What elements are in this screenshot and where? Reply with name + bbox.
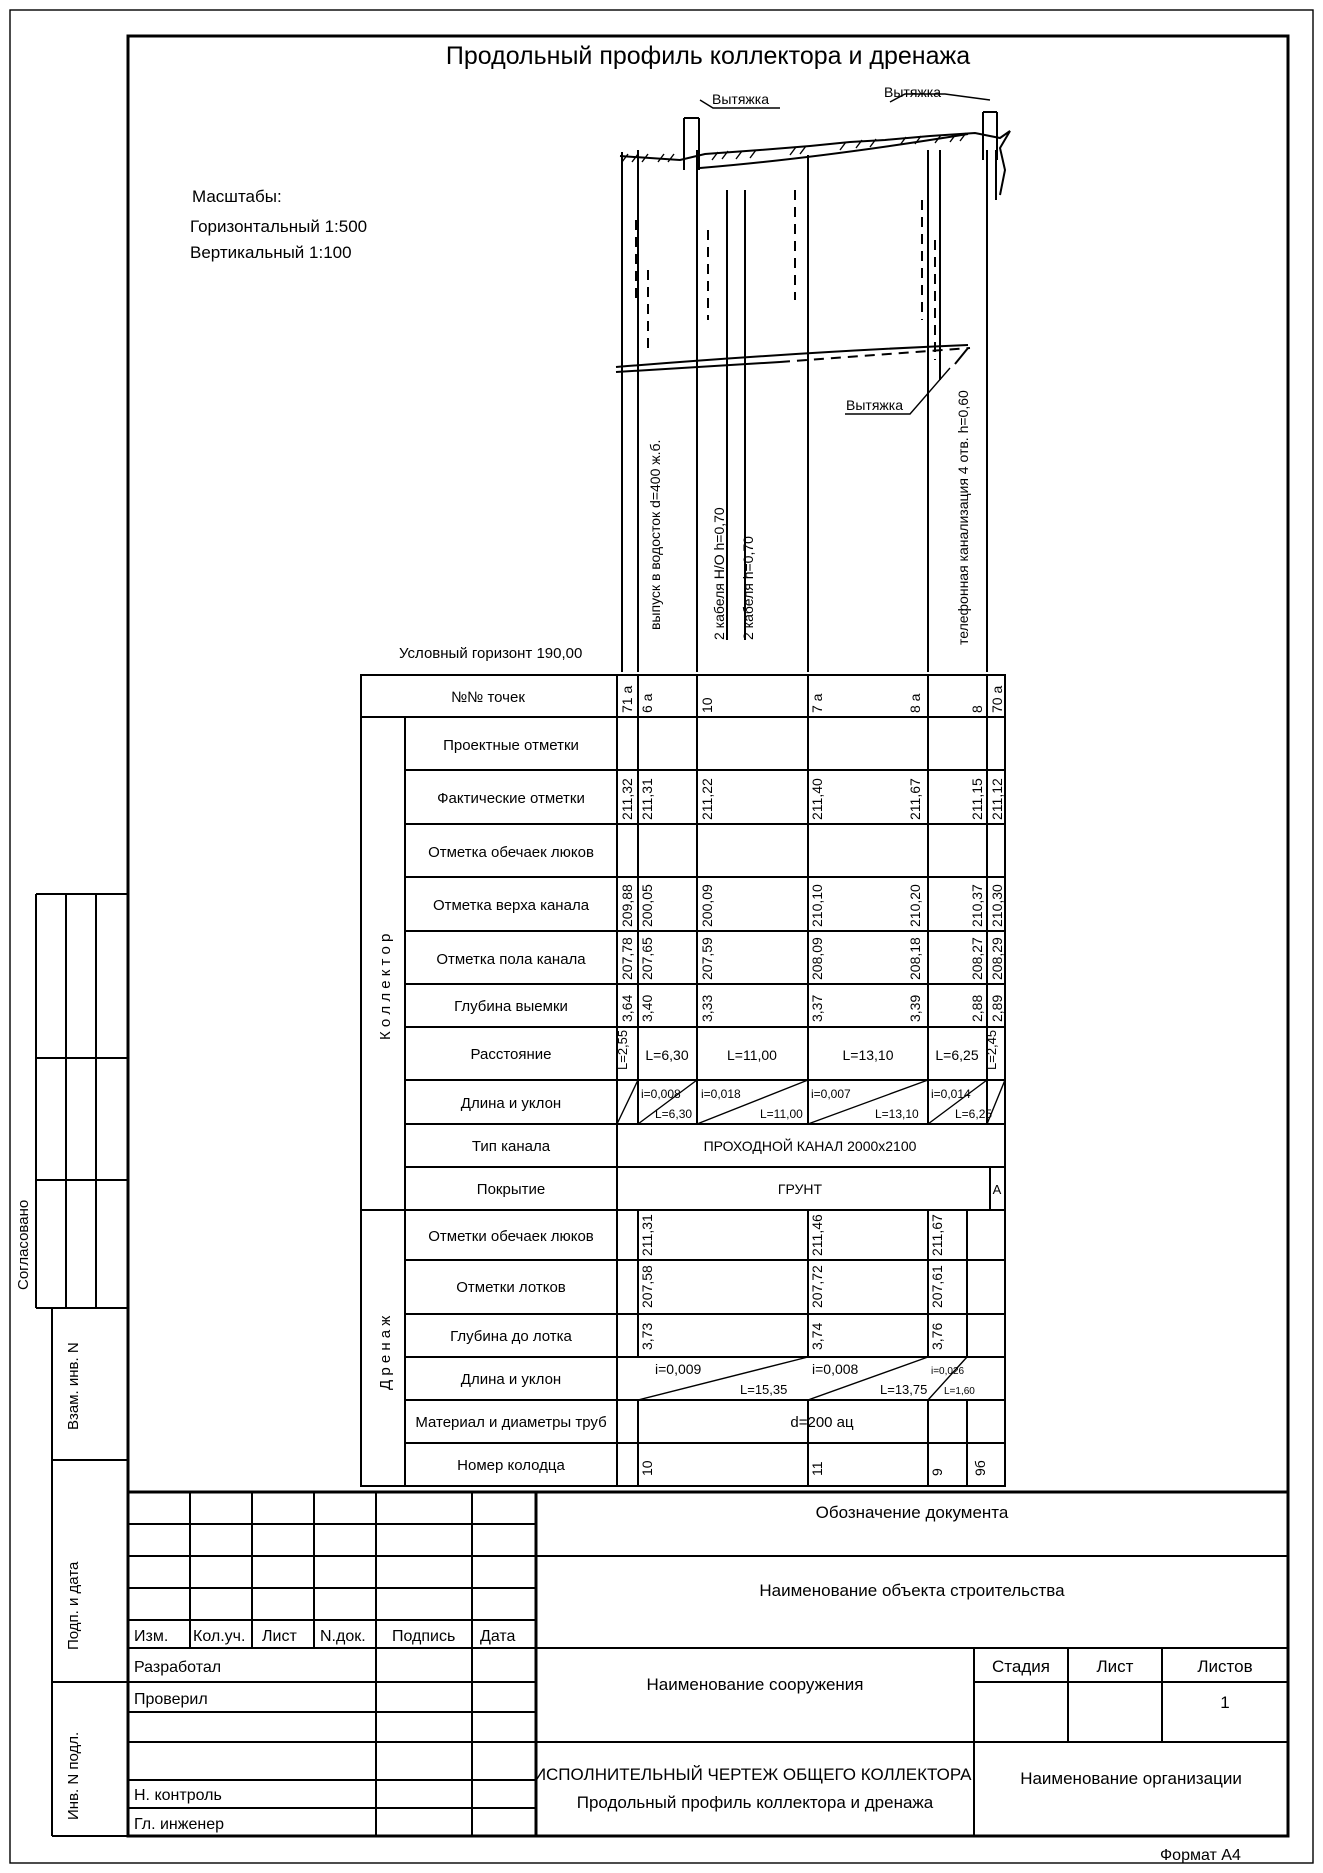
row-label-type: Тип канала	[471, 1138, 551, 1155]
well-number-value: 11	[809, 1461, 825, 1476]
row-label-points: №№ точек	[451, 689, 525, 706]
points-value: 8 а	[907, 693, 923, 713]
drain-depth-value: 3,74	[809, 1322, 825, 1350]
well-number-value: 9б	[972, 1460, 988, 1476]
object-name: Наименование объекта строительства	[759, 1581, 1065, 1600]
slope-l-value: L=6,30	[655, 1107, 693, 1121]
row-label-drain-material: Материал и диаметры труб	[415, 1414, 607, 1431]
drain-slope-l-value: L=13,75	[880, 1382, 928, 1397]
drain-slope-i-value: i=0,008	[812, 1361, 859, 1377]
distance-value: L=13,10	[842, 1047, 894, 1063]
sheets-label: Листов	[1197, 1657, 1253, 1676]
drawing-title-line-2: Продольный профиль коллектора и дренажа	[576, 1793, 934, 1812]
actual-value: 211,32	[619, 778, 635, 820]
drain-ring-value: 211,31	[639, 1214, 655, 1256]
points-value: 71 а	[619, 685, 635, 713]
depth-value: 3,33	[699, 994, 715, 1022]
drain-depth-value: 3,73	[639, 1322, 655, 1350]
drain-slope-i-value: i=0,009	[655, 1361, 702, 1377]
actual-value: 211,67	[907, 778, 923, 820]
callout-telephone: телефонная канализация 4 отв. h=0,60	[955, 390, 971, 645]
end-bracket	[955, 348, 968, 364]
depth-value: 2,89	[989, 994, 1005, 1022]
points-value: 7 а	[809, 693, 825, 713]
floor-value: 208,09	[809, 937, 825, 980]
row-label-slope: Длина и уклон	[460, 1095, 562, 1112]
row-label-floor: Отметка пола канала	[436, 951, 586, 968]
distance-value: L=2,45	[984, 1029, 999, 1070]
actual-value: 211,31	[639, 778, 655, 820]
floor-value: 207,78	[619, 937, 635, 980]
top-value: 210,20	[907, 884, 923, 927]
points-value: 8	[969, 705, 985, 713]
row-label-top: Отметка верха канала	[432, 897, 590, 914]
floor-value: 208,29	[989, 937, 1005, 980]
sheets-value: 1	[1220, 1693, 1230, 1712]
stamp-swap-inv: Взам. инв. N	[65, 1342, 82, 1430]
row-label-drain-rings: Отметки обечаек люков	[428, 1228, 594, 1245]
row-label-cover: Покрытие	[476, 1181, 546, 1198]
floor-value: 208,27	[969, 937, 985, 980]
drain-tray-value: 207,61	[929, 1265, 945, 1308]
distance-value: L=2,55	[615, 1029, 630, 1070]
channel-bottom-line	[616, 345, 968, 367]
callout-cables-no: 2 кабеля Н/О h=0,70	[711, 507, 727, 640]
role-norm-control: Н. контроль	[134, 1787, 222, 1804]
drain-slope-l-value: L=1,60	[944, 1386, 975, 1397]
vent-label-2: Вытяжка	[884, 84, 941, 100]
doc-designation: Обозначение документа	[815, 1503, 1009, 1522]
top-value: 210,37	[969, 884, 985, 927]
vent-label-3: Вытяжка	[846, 397, 903, 413]
floor-value: 207,59	[699, 937, 715, 980]
row-label-drain-slope: Длина и уклон	[460, 1371, 562, 1388]
points-value: 70 а	[989, 685, 1005, 713]
drain-tray-value: 207,58	[639, 1265, 655, 1308]
col-kol: Кол.уч.	[193, 1628, 246, 1645]
drain-slope-i-value: i=0,026	[931, 1366, 965, 1377]
depth-value: 2,88	[969, 994, 985, 1022]
cover-extra-value: А	[992, 1182, 1002, 1197]
format-label: Формат А4	[1160, 1847, 1241, 1864]
actual-value: 211,40	[809, 778, 825, 820]
row-label-design: Проектные отметки	[443, 737, 579, 754]
col-sign: Подпись	[392, 1628, 456, 1645]
section-dashes	[636, 190, 935, 360]
slope-i-value: i=0,018	[701, 1087, 741, 1101]
cover-value: ГРУНТ	[777, 1181, 823, 1197]
slope-i-value: i=0,007	[811, 1087, 851, 1101]
sheet-label: Лист	[1096, 1657, 1134, 1676]
drain-tray-value: 207,72	[809, 1265, 825, 1308]
floor-value: 208,18	[907, 937, 923, 980]
side-stamp-lines	[36, 894, 128, 1836]
slope-i-value: i=0,008	[641, 1087, 681, 1101]
col-izm: Изм.	[134, 1628, 169, 1645]
scale-vertical: Вертикальный 1:100	[190, 243, 352, 262]
depth-value: 3,40	[639, 994, 655, 1022]
side-stamp	[15, 894, 128, 1836]
row-label-rings: Отметка обечаек люков	[428, 844, 594, 861]
slope-l-value: L=11,00	[760, 1107, 803, 1121]
top-value: 210,30	[989, 884, 1005, 927]
section-lines	[622, 150, 996, 672]
drawing-title-line-1: ИСПОЛНИТЕЛЬНЫЙ ЧЕРТЕЖ ОБЩЕГО КОЛЛЕКТОРА.	[533, 1765, 977, 1784]
points-value: 6 а	[639, 693, 655, 713]
role-developed: Разработал	[134, 1659, 222, 1676]
role-chief-engineer: Гл. инженер	[134, 1816, 224, 1833]
stamp-sign-date: Подп. и дата	[65, 1561, 82, 1650]
distance-value: L=6,25	[935, 1047, 979, 1063]
points-value: 10	[699, 697, 715, 713]
callout-cables: 2 кабеля h=0,70	[740, 536, 756, 640]
row-label-drain-trays: Отметки лотков	[456, 1279, 566, 1296]
top-value: 200,05	[639, 884, 655, 927]
well-number-value: 10	[639, 1460, 655, 1476]
row-label-depth: Глубина выемки	[454, 998, 568, 1015]
well-number-value: 9	[929, 1468, 945, 1476]
group-collector: К о л л е к т о р	[377, 933, 394, 1040]
scales-block	[190, 187, 367, 262]
top-value: 209,88	[619, 884, 635, 927]
floor-value: 207,65	[639, 937, 655, 980]
drain-slope-l-value: L=15,35	[740, 1382, 788, 1397]
distance-value: L=6,30	[645, 1047, 689, 1063]
callout-outlet: выпуск в водосток d=400 ж.б.	[647, 439, 663, 630]
outer-border	[10, 10, 1313, 1863]
datum-label: Условный горизонт 190,00	[399, 645, 583, 662]
drain-ring-value: 211,67	[929, 1214, 945, 1256]
actual-value: 211,12	[989, 778, 1005, 820]
row-label-drain-depth: Глубина до лотка	[450, 1328, 572, 1345]
drawing-title: Продольный профиль коллектора и дренажа	[445, 42, 971, 70]
scales-heading: Масштабы:	[192, 187, 282, 206]
stamp-inv-orig: Инв. N подл.	[65, 1731, 82, 1820]
actual-value: 211,22	[699, 778, 715, 820]
depth-value: 3,64	[619, 994, 635, 1022]
group-drain: Д р е н а ж	[377, 1315, 394, 1390]
role-checked: Проверил	[134, 1691, 208, 1708]
distance-value: L=11,00	[727, 1047, 777, 1063]
drain-ring-value: 211,46	[809, 1214, 825, 1256]
profile-sketch	[616, 84, 1010, 672]
slope-l-value: L=6,25	[955, 1107, 993, 1121]
row-label-actual: Фактические отметки	[437, 790, 585, 807]
depth-value: 3,37	[809, 994, 825, 1022]
col-date: Дата	[480, 1628, 516, 1645]
row-label-drain-well: Номер колодца	[457, 1457, 565, 1474]
scale-horizontal: Горизонтальный 1:500	[190, 217, 368, 236]
drain-station-lines	[638, 1210, 967, 1486]
structure-name: Наименование сооружения	[646, 1675, 864, 1694]
stage-label: Стадия	[992, 1657, 1050, 1676]
top-value: 200,09	[699, 884, 715, 927]
depth-value: 3,39	[907, 994, 923, 1022]
top-value: 210,10	[809, 884, 825, 927]
channel-type-value: ПРОХОДНОЙ КАНАЛ 2000x2100	[703, 1138, 917, 1154]
organization-name: Наименование организации	[1020, 1769, 1242, 1788]
title-block	[128, 1492, 1288, 1836]
drain-depth-value: 3,76	[929, 1322, 945, 1350]
vent-label-1: Вытяжка	[712, 91, 769, 107]
col-list: Лист	[262, 1628, 297, 1645]
slope-i-value: i=0,014	[931, 1087, 971, 1101]
row-label-dist: Расстояние	[470, 1046, 552, 1063]
actual-value: 211,15	[969, 778, 985, 820]
slope-l-value: L=13,10	[875, 1107, 919, 1121]
drain-material-value: d=200 ац	[790, 1414, 854, 1431]
stamp-agreed: Согласовано	[15, 1199, 32, 1290]
col-ndok: N.док.	[320, 1628, 366, 1645]
